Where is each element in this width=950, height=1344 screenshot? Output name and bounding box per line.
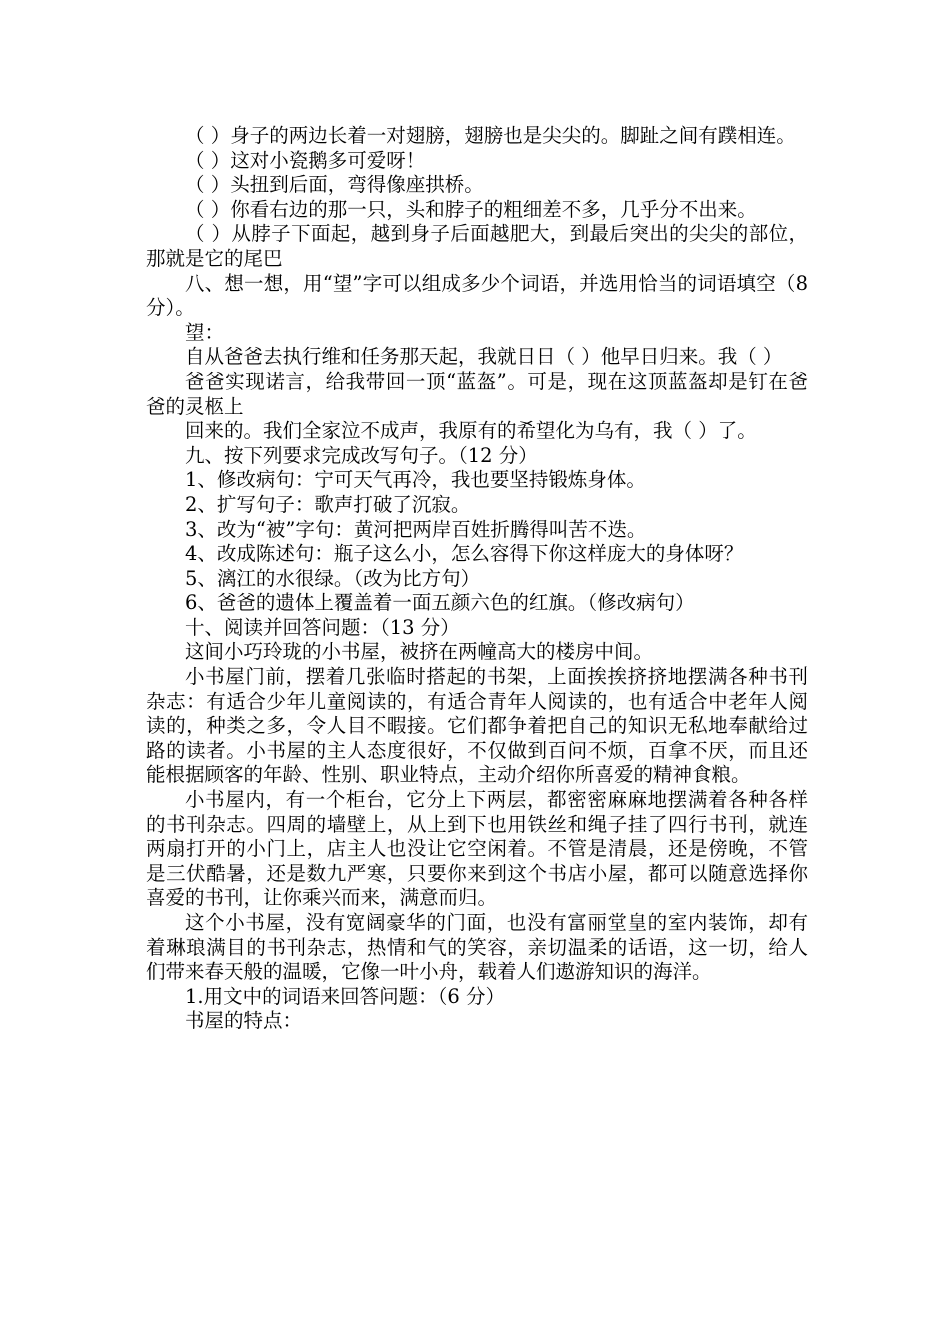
question-9-heading: 九、按下列要求完成改写句子。（12 分） [185, 443, 538, 467]
ordering-item: （ ）身子的两边长着一对翅膀，翅膀也是尖尖的。脚趾之间有蹼相连。 [185, 124, 796, 147]
question-9-item: 6、爸爸的遗体上覆盖着一面五颜六色的红旗。（修改病句） [185, 591, 695, 615]
ordering-item: （ ）你看右边的那一只，头和脖子的粗细差不多，几乎分不出来。 [185, 197, 757, 221]
question-9-item: 2、扩写句子：歌声打破了沉寂。 [185, 492, 471, 516]
reading-passage-paragraph: 这间小巧玲珑的小书屋，被挤在两幢高大的楼房中间。 [185, 640, 654, 664]
question-10-heading: 十、阅读并回答问题：（13 分） [185, 615, 460, 639]
question-9-item: 3、改为“被”字句：黄河把两岸百姓折腾得叫苦不迭。 [185, 517, 647, 541]
reading-passage-paragraph: 这个小书屋，没有宽阔豪华的门面，也没有富丽堂皇的室内装饰，却有着琳琅满目的书刊杂志，热情和气的笑容，亲切温柔的话语，这一切，给人们带来春天般的温暖，它像一叶小舟，载着人们遨游知识的海洋。 [146, 911, 808, 984]
question-8-passage: 自从爸爸去执行维和任务那天起，我就日日（ ）他早日归来。我（ ） [185, 345, 783, 369]
question-8-heading: 八、想一想，用“望”字可以组成多少个词语，并选用恰当的词语填空（8 分）。 [146, 271, 808, 320]
answer-prompt: 书屋的特点： [185, 1009, 303, 1033]
ordering-item: （ ）头扭到后面，弯得像座拱桥。 [185, 173, 484, 197]
question-8-blank-line: 望： [185, 320, 225, 344]
question-9-item: 1、修改病句：宁可天气再冷，我也要坚持锻炼身体。 [185, 468, 646, 492]
question-8-passage: 回来的。我们全家泣不成声，我原有的希望化为乌有，我（ ）了。 [185, 419, 757, 443]
question-8-passage: 爸爸实现诺言，给我带回一顶“蓝盔”。可是，现在这顶蓝盔却是钉在爸爸的灵柩上 [146, 369, 808, 418]
sub-question: 1.用文中的词语来回答问题：（6 分） [185, 984, 505, 1008]
question-9-item: 5、漓江的水很绿。（改为比方句） [185, 566, 481, 590]
ordering-item: （ ）从脖子下面起，越到身子后面越肥大，到最后突出的尖尖的部位，那就是它的尾巴 [146, 222, 808, 270]
reading-passage-paragraph: 小书屋内，有一个柜台，它分上下两层，都密密麻麻地摆满着各种各样的书刊杂志。四周的墙壁上，从上到下也用铁丝和绳子挂了四行书刊，就连两扇打开的小门上，店主人也没让它空闲着。不管是清晨，还是傍晚，不管是三伏酷暑，还是数九严寒，只要你来到这个书店小屋，都可以随意选择你喜爱的书刊，让你乘兴而来，满意而归。 [146, 788, 808, 910]
document-body [146, 124, 808, 1034]
question-9-item: 4、改成陈述句：瓶子这么小，怎么容得下你这样庞大的身体呀？ [185, 542, 744, 566]
reading-passage-paragraph: 小书屋门前，摆着几张临时搭起的书架，上面挨挨挤挤地摆满各种书刊杂志：有适合少年儿童阅读的，有适合青年人阅读的，也有适合中老年人阅读的，种类之多，令人目不暇接。它们都争着把自己的知识无私地奉献给过路的读者。小书屋的主人态度很好，不仅做到百问不烦，百拿不厌，而且还能根据顾客的年龄、性别、职业特点，主动介绍你所喜爱的精神食粮。 [146, 665, 808, 787]
ordering-item: （ ）这对小瓷鹅多可爱呀！ [185, 148, 426, 172]
